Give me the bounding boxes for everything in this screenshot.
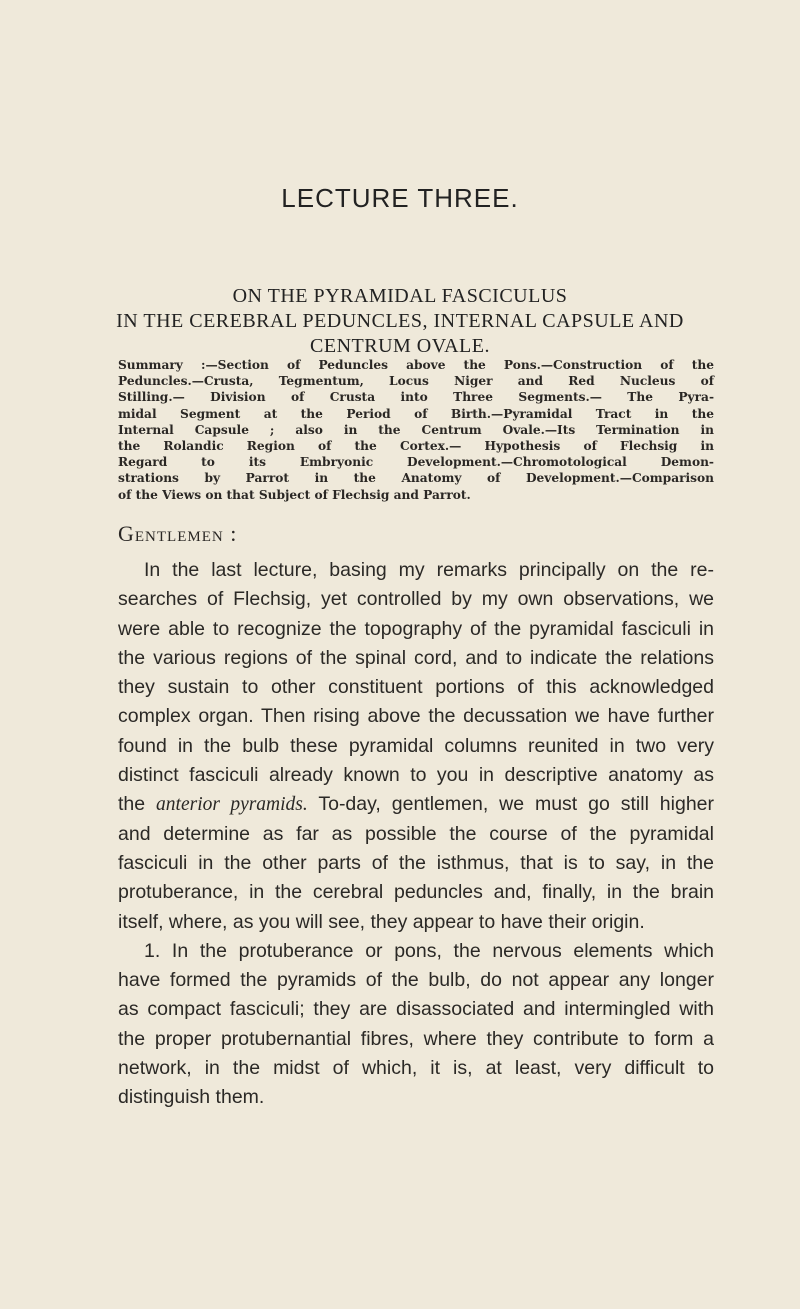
paragraph-line: have formed the pyramids of the bulb, do not appear any longer — [118, 969, 714, 992]
italic-term: anterior pyramids. — [156, 794, 308, 816]
paragraph-line: network, in the midst of which, it is, at least, very difficult to — [118, 1057, 714, 1080]
paragraph-line: fasciculi in the other parts of the isthmus, that is to say, in the — [118, 851, 714, 874]
paragraph-line: searches of Flechsig, yet controlled by my own observations, we — [118, 588, 714, 611]
subtitle-line: CENTRUM OVALE. — [310, 335, 490, 357]
paragraph-line: complex organ. Then rising above the decussation we have further — [118, 705, 714, 728]
summary-line: Regard to its Embryonic Development.—Chromotological Demon- — [118, 455, 714, 470]
summary-line: Summary :—Section of Peduncles above the Pons.—Construction of the — [118, 358, 714, 372]
paragraph-line: they sustain to other constituent portions of this acknowledged — [118, 676, 714, 699]
salutation: Gentlemen : — [118, 521, 238, 546]
paragraph-line: itself, where, as you will see, they appear to have their origin. — [118, 910, 645, 933]
line-prefix: the — [118, 793, 146, 816]
body-text — [118, 556, 714, 1113]
summary-line: of the Views on that Subject of Flechsig and Parrot. — [118, 487, 471, 502]
paragraph-line: distinct fasciculi already known to you in descriptive anatomy as — [118, 764, 714, 787]
paragraph-line: the proper protubernantial fibres, where they contribute to form a — [118, 1027, 714, 1050]
paragraph-line: found in the bulb these pyramidal columns reunited in two very — [118, 734, 714, 757]
lecture-title: LECTURE THREE. — [281, 183, 519, 213]
paragraph-line: protuberance, in the cerebral peduncles and, finally, in the brain — [118, 881, 714, 904]
summary-line: Peduncles.—Crusta, Tegmentum, Locus Niger and Red Nucleus of — [118, 374, 714, 389]
summary-line: Internal Capsule ; also in the Centrum Ovale.—Its Termination in — [118, 422, 714, 437]
paragraph-line: 1. In the protuberance or pons, the nervous elements which — [144, 939, 714, 962]
summary-line: strations by Parrot in the Anatomy of Development.—Comparison — [118, 471, 714, 486]
summary-block — [118, 357, 714, 503]
summary-line: Stilling.— Division of Crusta into Three Segments.— The Pyra- — [118, 390, 714, 405]
paragraph-line: In the last lecture, basing my remarks principally on the re- — [144, 559, 714, 581]
summary-line: the Rolandic Region of the Cortex.— Hypothesis of Flechsig in — [118, 439, 714, 454]
line-suffix: To-day, gentlemen, we must go still higher — [318, 793, 715, 816]
paragraph-line: and determine as far as possible the course of the pyramidal — [118, 822, 714, 845]
paragraph-line: as compact fasciculi; they are disassociated and intermingled with — [118, 998, 714, 1021]
paragraph-line: the various regions of the spinal cord, and to indicate the relations — [118, 646, 714, 669]
paragraph-line: distinguish them. — [118, 1086, 265, 1109]
subtitle-line: ON THE PYRAMIDAL FASCICULUS — [232, 285, 568, 307]
paragraph-line — [118, 790, 714, 819]
subtitle-line: IN THE CEREBRAL PEDUNCLES, INTERNAL CAPSULE AND — [116, 310, 684, 332]
paragraph-line: were able to recognize the topography of the pyramidal fasciculi in — [118, 617, 714, 640]
summary-line: midal Segment at the Period of Birth.—Pyramidal Tract in the — [118, 406, 714, 421]
